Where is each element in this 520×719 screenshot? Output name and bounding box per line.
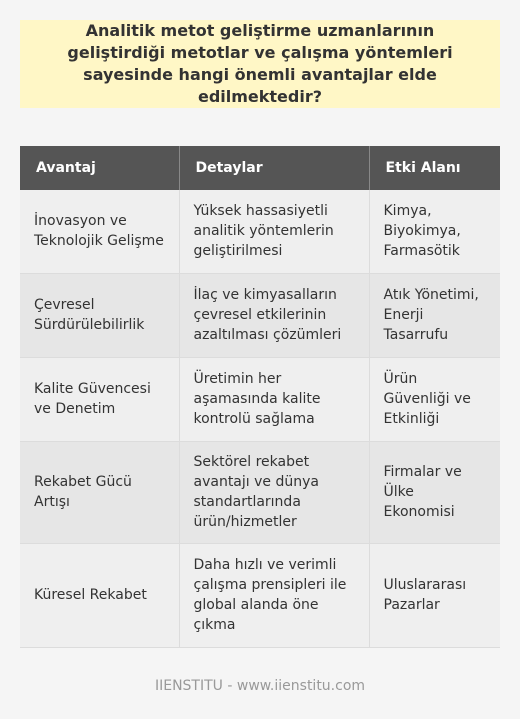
- table-header-row: [20, 146, 500, 190]
- advantages-table: [20, 146, 500, 648]
- cell-avantaj: Çevresel Sürdürülebilirlik: [20, 273, 179, 357]
- cell-detaylar: Yüksek hassasiyetli analitik yöntemlerin geliştirilmesi: [179, 190, 369, 273]
- cell-etki-alani: Ürün Güvenliği ve Etkinliği: [369, 357, 500, 441]
- footer-watermark: IIENSTITU - www.iienstitu.com: [154, 678, 366, 694]
- table-row: [20, 357, 500, 441]
- cell-detaylar: Üretimin her aşamasında kalite kontrolü sağlama: [179, 357, 369, 441]
- header-detaylar: Detaylar: [179, 146, 369, 190]
- cell-avantaj: Küresel Rekabet: [20, 543, 179, 647]
- table-row: [20, 273, 500, 357]
- cell-etki-alani: Firmalar ve Ülke Ekonomisi: [369, 441, 500, 543]
- cell-detaylar: Sektörel rekabet avantajı ve dünya standartlarında ürün/hizmetler: [179, 441, 369, 543]
- question-box: [20, 20, 500, 108]
- cell-detaylar: Daha hızlı ve verimli çalışma prensipleri ile global alanda öne çıkma: [179, 543, 369, 647]
- cell-etki-alani: Uluslararası Pazarlar: [369, 543, 500, 647]
- cell-etki-alani: Atık Yönetimi, Enerji Tasarrufu: [369, 273, 500, 357]
- cell-detaylar: İlaç ve kimyasalların çevresel etkilerinin azaltılması çözümleri: [179, 273, 369, 357]
- header-etki-alani: Etki Alanı: [369, 146, 500, 190]
- header-avantaj: Avantaj: [20, 146, 179, 190]
- cell-etki-alani: Kimya, Biyokimya, Farmasötik: [369, 190, 500, 273]
- table-row: [20, 441, 500, 543]
- question-title: Analitik metot geliştirme uzmanlarının geliştirdiği metotlar ve çalışma yöntemleri sayesinde hangi önemli avantajlar elde edilmektedir?: [67, 21, 453, 106]
- cell-avantaj: Kalite Güvencesi ve Denetim: [20, 357, 179, 441]
- table-row: [20, 543, 500, 647]
- table-row: [20, 190, 500, 273]
- cell-avantaj: Rekabet Gücü Artışı: [20, 441, 179, 543]
- cell-avantaj: İnovasyon ve Teknolojik Gelişme: [20, 190, 179, 273]
